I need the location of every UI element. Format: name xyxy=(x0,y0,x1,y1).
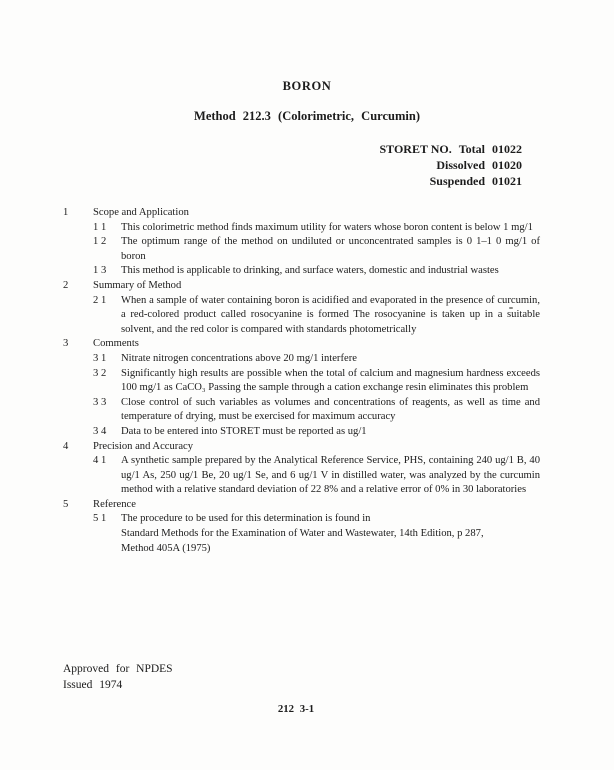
item-text: A synthetic sample prepared by the Analytical Reference Service, PHS, containing 240 ug/1 B, 40 ug/1 As, 250 ug/1 Be, 20 ug/1 Se, and 6 ug/1 V in distilled water, was analyzed by the curcumin method with a relative standard deviation of 22 8% and a relative error of 0% in 30 laboratories xyxy=(121,455,540,496)
item-number: 5 1 xyxy=(93,513,107,525)
list-item xyxy=(93,425,540,440)
item-text: Significantly high results are possible when the total of calcium and magnesium hardness exceeds 100 mg/1 as CaCO₃ Passing the sample through a cation exchange resin eliminates this problem xyxy=(121,367,540,394)
reference-line: The procedure to be used for this determination is found in xyxy=(121,513,371,525)
section-number: 1 xyxy=(63,207,69,218)
issued-line: Issued 1974 xyxy=(63,679,123,691)
list-item xyxy=(93,235,540,264)
reference-line: Standard Methods for the Examination of Water and Wastewater, 14th Edition, p 287, xyxy=(121,528,484,540)
section-heading xyxy=(63,206,540,221)
storet-entry-label: Total xyxy=(458,142,485,156)
item-text: Nitrate nitrogen concentrations above 20 mg/1 interfere xyxy=(121,352,357,364)
item-number: 3 1 xyxy=(93,352,107,364)
item-number: 3 2 xyxy=(93,367,107,379)
storet-entry-code: 01022 xyxy=(492,142,522,156)
storet-entry-label: Dissolved xyxy=(436,158,485,172)
section-title: Precision and Accuracy xyxy=(93,440,194,452)
section-number: 3 xyxy=(63,338,69,350)
document-title: BORON xyxy=(282,79,332,93)
storet-line-dissolved xyxy=(0,157,522,173)
storet-entry-code: 01020 xyxy=(492,158,522,172)
list-item xyxy=(93,264,540,279)
section-title: Reference xyxy=(93,498,136,510)
item-text: This colorimetric method finds maximum utility for waters whose boron content is below 1 mg/1 xyxy=(121,221,533,233)
section-title: Scope and Application xyxy=(93,207,189,218)
section-title: Comments xyxy=(93,338,139,350)
item-number: 3 4 xyxy=(93,425,107,437)
storet-line-total xyxy=(0,141,522,157)
approval-block xyxy=(63,661,173,693)
item-text: When a sample of water containing boron is acidified and evaporated in the presence of curcumin, a red-colored product called rosocyanine is formed The rosocyanine is taken up in a suitable solvent, and the red color is compared with standards photometrically xyxy=(121,294,540,335)
scan-artifact xyxy=(509,307,513,309)
item-text: The optimum range of the method on undiluted or unconcentrated samples is 0 1–1 0 mg/1 of boron xyxy=(121,236,540,262)
method-subtitle: Method 212.3 (Colorimetric, Curcumin) xyxy=(194,109,420,123)
section-number: 5 xyxy=(63,498,69,510)
list-item xyxy=(93,367,540,396)
item-number: 4 1 xyxy=(93,455,107,467)
storet-heading: STORET NO. xyxy=(379,142,452,156)
section-heading xyxy=(63,337,540,352)
item-number: 2 1 xyxy=(93,294,107,306)
approved-line: Approved for NPDES xyxy=(63,663,173,675)
item-text: Data to be entered into STORET must be reported as ug/1 xyxy=(121,425,367,437)
list-item xyxy=(93,352,540,367)
list-item xyxy=(93,512,540,556)
item-text: Close control of such variables as volumes and concentrations of reagents, as well as time and temperature of drying, must be exercised for maximum accuracy xyxy=(121,396,540,423)
section-number: 4 xyxy=(63,440,69,452)
page-number: 212 3-1 xyxy=(277,703,315,715)
item-number: 1 1 xyxy=(93,221,107,233)
storet-block xyxy=(0,141,614,189)
section-number: 2 xyxy=(63,279,69,291)
storet-entry-code: 01021 xyxy=(492,174,522,188)
item-text xyxy=(121,512,540,556)
item-number: 3 3 xyxy=(93,396,107,408)
storet-entry-label: Suspended xyxy=(429,174,485,188)
item-number: 1 2 xyxy=(93,236,107,248)
item-number: 1 3 xyxy=(93,265,107,277)
list-item xyxy=(93,396,540,425)
section-heading xyxy=(63,279,540,294)
section-list xyxy=(63,206,540,556)
list-item xyxy=(93,294,540,338)
list-item xyxy=(93,454,540,498)
section-heading xyxy=(63,440,540,455)
list-item xyxy=(93,221,540,236)
section-title: Summary of Method xyxy=(93,279,182,291)
storet-line-suspended xyxy=(0,173,522,189)
section-heading xyxy=(63,498,540,513)
reference-line: Method 405A (1975) xyxy=(121,542,211,554)
item-text: This method is applicable to drinking, and surface waters, domestic and industrial wastes xyxy=(121,265,499,277)
